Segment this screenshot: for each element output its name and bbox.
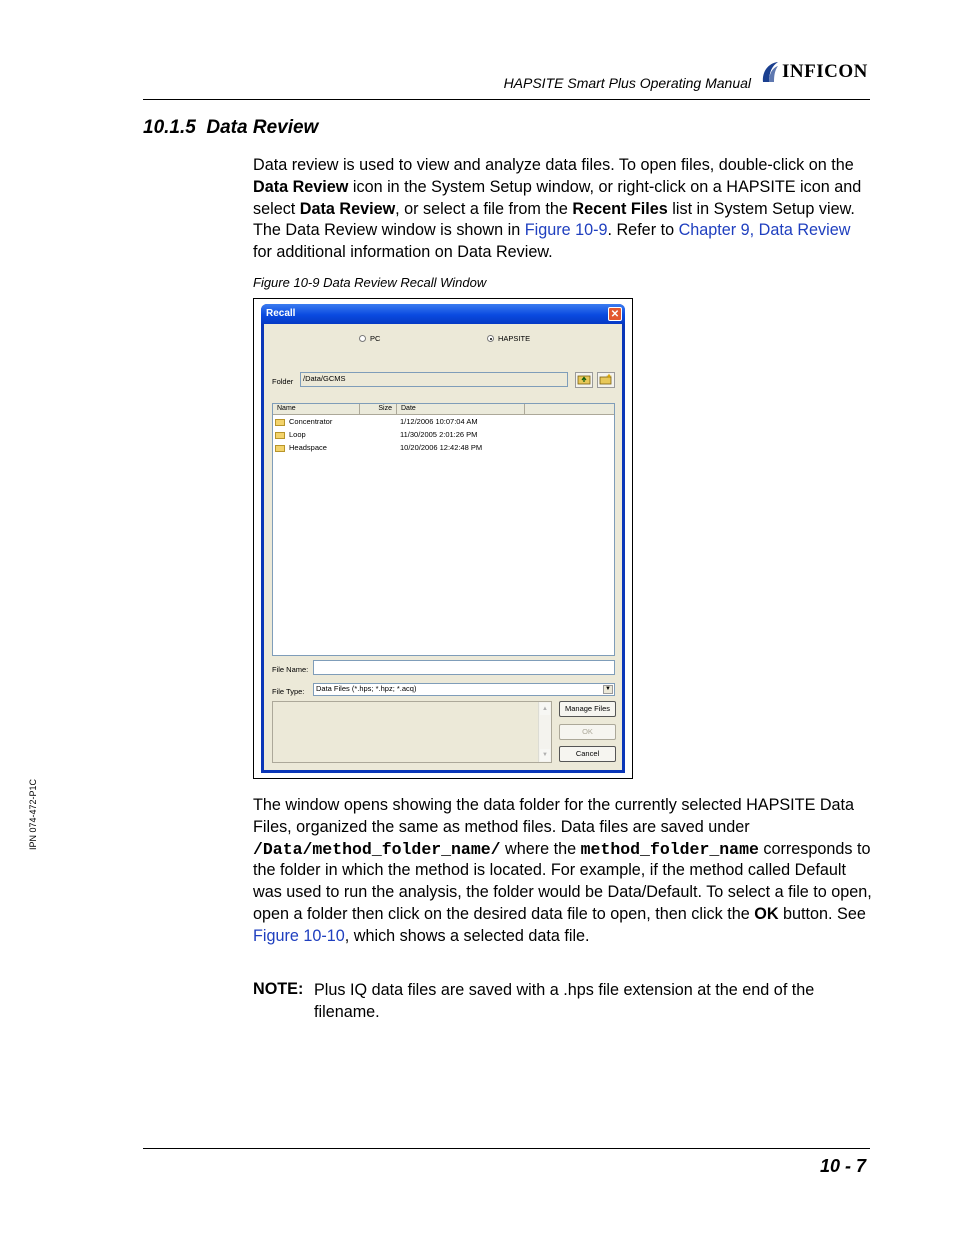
code-path: /Data/method_folder_name/	[253, 839, 501, 859]
folder-icon	[275, 432, 285, 439]
text-run: button. See	[778, 904, 866, 923]
radio-hapsite[interactable]	[487, 335, 494, 342]
text-run: for additional information on Data Review.	[253, 243, 553, 262]
dialog-client	[264, 324, 622, 770]
note-text: Plus IQ data files are saved with a .hps file extension at the end of the filename.	[314, 981, 815, 1021]
file-type-value: Data Files (*.hps; *.hpz; *.acq)	[316, 684, 417, 693]
radio-pc-label: PC	[370, 334, 381, 343]
note-label: NOTE:	[253, 980, 304, 998]
column-header-date[interactable]: Date	[397, 404, 525, 415]
folder-label: Folder	[272, 377, 294, 386]
list-item[interactable]	[275, 417, 575, 429]
up-folder-icon[interactable]	[575, 372, 593, 388]
folder-icon	[275, 419, 285, 426]
file-date: 1/12/2006 10:07:04 AM	[400, 417, 478, 426]
file-name: Headspace	[289, 443, 327, 452]
text-run: Data review is used to view and analyze data files. To open files, double-click on the	[253, 156, 854, 174]
figure-caption: Figure 10-9 Data Review Recall Window	[253, 275, 487, 290]
section-heading	[143, 117, 318, 139]
new-folder-icon[interactable]	[597, 372, 615, 388]
text-run: The window opens showing the data folder for the currently selected HAPSITE Data Files, organized the same as method files. Data files are saved under	[253, 796, 855, 836]
bold-run: Data Review	[253, 177, 349, 196]
radio-pc[interactable]	[359, 335, 366, 342]
page-number: 10 - 7	[819, 1156, 866, 1176]
manage-files-button[interactable]: Manage Files	[559, 701, 616, 717]
scroll-up-icon[interactable]: ▲	[540, 703, 550, 715]
dialog-titlebar[interactable]	[261, 304, 625, 324]
message-area	[272, 701, 552, 763]
file-type-label: File Type:	[272, 687, 305, 696]
dialog-title: Recall	[266, 308, 296, 319]
file-name-input[interactable]	[313, 660, 615, 675]
header-rule	[143, 99, 870, 100]
text-run: , or select a file from the	[395, 199, 573, 218]
footer-rule	[143, 1148, 870, 1149]
file-name: Loop	[289, 430, 306, 439]
column-header-size[interactable]: Size	[360, 404, 397, 415]
ok-button[interactable]: OK	[559, 724, 616, 740]
column-header-empty	[525, 404, 614, 415]
file-type-select[interactable]	[313, 683, 615, 696]
bold-run: Data Review	[299, 199, 396, 218]
close-button[interactable]: ✕	[608, 307, 622, 321]
logo-text: INFICON	[782, 61, 868, 82]
section-title: Data Review	[206, 117, 319, 138]
text-run: . Refer to	[607, 221, 679, 240]
file-list[interactable]	[272, 403, 615, 656]
manual-title: HAPSITE Smart Plus Operating Manual	[503, 75, 751, 91]
folder-icon	[275, 445, 285, 452]
figure-frame	[253, 298, 633, 779]
file-date: 10/20/2006 12:42:48 PM	[400, 443, 483, 452]
recall-dialog	[261, 304, 625, 773]
column-header-name[interactable]: Name	[273, 404, 360, 415]
inficon-logo-mark	[760, 60, 780, 84]
paragraph-intro	[253, 155, 873, 264]
text-run: icon in the System Setup window, or right-click on a HAPSITE icon and select	[253, 177, 862, 218]
file-name: Concentrator	[289, 417, 333, 426]
figure-10-10-link[interactable]: Figure 10-10	[253, 926, 345, 945]
figure-10-9-link[interactable]: Figure 10-9	[524, 221, 608, 240]
file-date: 11/30/2005 2:01:26 PM	[400, 430, 478, 439]
cancel-button[interactable]: Cancel	[559, 746, 616, 762]
chevron-down-icon[interactable]: ▼	[603, 685, 613, 694]
list-item[interactable]	[275, 430, 575, 442]
text-run: where the	[500, 839, 581, 858]
folder-field[interactable]: /Data/GCMS	[300, 372, 568, 387]
section-number: 10.1.5	[143, 117, 196, 138]
text-run: , which shows a selected data file.	[344, 926, 590, 945]
text-run: list in System Setup view. The Data Review window is shown in	[253, 199, 855, 240]
bold-run: OK	[754, 904, 779, 923]
bold-run: Recent Files	[572, 199, 668, 218]
list-item[interactable]	[275, 443, 575, 455]
inficon-logo	[760, 60, 875, 84]
scroll-down-icon[interactable]: ▼	[540, 749, 550, 761]
ipn-label: IPN 074-472-P1C	[28, 778, 38, 850]
radio-hapsite-label: HAPSITE	[498, 334, 531, 343]
text-run: corresponds to the folder in which the method is located. For example, if the method called Default was used to run the analysis, the folder would be Data/Default. To select a file to open, open a folder then click on the desired data file to open, then click the	[253, 839, 872, 923]
code-folder-name: method_folder_name	[580, 839, 759, 859]
paragraph-data-folder	[253, 795, 873, 948]
vertical-scrollbar[interactable]	[538, 702, 551, 762]
chapter-9-link[interactable]: Chapter 9, Data Review	[678, 221, 851, 240]
file-name-label: File Name:	[272, 665, 309, 674]
